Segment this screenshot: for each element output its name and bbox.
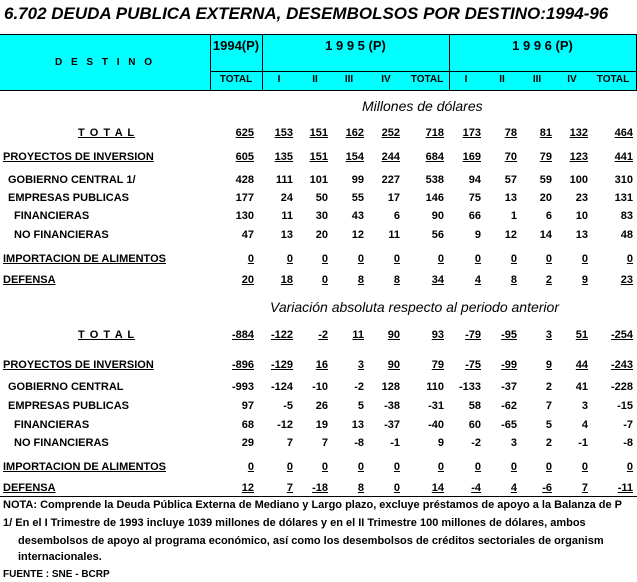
row-value: -40	[428, 419, 444, 431]
row-value: 59	[539, 174, 552, 186]
row-value: 0	[545, 461, 552, 473]
row-value: 0	[474, 461, 481, 473]
table-row	[0, 461, 637, 477]
header-col-0: TOTAL	[219, 74, 253, 85]
row-value: -993	[231, 381, 254, 393]
table-row	[0, 437, 637, 453]
row-value: 57	[504, 174, 517, 186]
row-value: 244	[381, 151, 400, 163]
row-value: 0	[510, 461, 517, 473]
row-value: -31	[428, 400, 444, 412]
row-value: 0	[437, 253, 444, 265]
row-value: 93	[431, 329, 444, 341]
row-value: 99	[351, 174, 364, 186]
header-col-7: II	[499, 74, 505, 85]
row-value: -8	[623, 437, 633, 449]
row-value: 0	[357, 461, 364, 473]
row-value: 60	[468, 419, 481, 431]
row-value: 8	[510, 274, 517, 286]
page-title: 6.702 DEUDA PUBLICA EXTERNA, DESEMBOLSOS POR DESTINO:1994-96	[4, 4, 609, 23]
row-value: 17	[387, 192, 400, 204]
row-value: 132	[569, 127, 588, 139]
row-value: -124	[270, 381, 293, 393]
row-value: 151	[309, 127, 328, 139]
row-value: 55	[351, 192, 364, 204]
row-value: 5	[357, 400, 364, 412]
row-value: 20	[539, 192, 552, 204]
row-value: 13	[280, 229, 293, 241]
row-value: 41	[575, 381, 588, 393]
table-row	[0, 274, 637, 290]
row-value: -2	[354, 381, 364, 393]
row-value: 30	[315, 210, 328, 222]
row-value: 4	[474, 274, 481, 286]
row-value: 8	[357, 274, 364, 286]
row-value: 44	[575, 359, 588, 371]
header-col-10: TOTAL	[596, 74, 630, 85]
row-value: 2	[545, 274, 552, 286]
row-value: 7	[286, 482, 293, 494]
row-value: 12	[504, 229, 517, 241]
row-value: -75	[465, 359, 481, 371]
row-value: -65	[501, 419, 517, 431]
row-value: 0	[545, 253, 552, 265]
row-value: 23	[620, 274, 633, 286]
row-value: 7	[286, 437, 293, 449]
row-value: -15	[617, 400, 633, 412]
row-value: 0	[321, 461, 328, 473]
header-col-1: I	[277, 74, 281, 85]
row-value: 97	[241, 400, 254, 412]
row-label: T O T A L	[78, 329, 136, 341]
header-year-1994: 1994(P)	[212, 38, 260, 53]
row-value: 18	[280, 274, 293, 286]
row-value: 26	[315, 400, 328, 412]
row-value: 79	[539, 151, 552, 163]
table-row	[0, 381, 637, 397]
row-value: 8	[393, 274, 400, 286]
row-value: 83	[620, 210, 633, 222]
table-row	[0, 174, 637, 190]
row-value: 3	[581, 400, 588, 412]
row-label: IMPORTACION DE ALIMENTOS	[3, 461, 166, 473]
row-value: 0	[321, 274, 328, 286]
row-value: -884	[231, 329, 254, 341]
row-value: 20	[315, 229, 328, 241]
row-value: 12	[241, 482, 254, 494]
row-value: 100	[569, 174, 588, 186]
row-value: 14	[431, 482, 444, 494]
row-value: 7	[581, 482, 588, 494]
row-value: 0	[626, 461, 633, 473]
row-value: 29	[241, 437, 254, 449]
row-value: -79	[465, 329, 481, 341]
row-value: -12	[277, 419, 293, 431]
row-value: 4	[510, 482, 517, 494]
row-value: 12	[351, 229, 364, 241]
row-value: -122	[270, 329, 293, 341]
header-year-1996: 1 9 9 6 (P)	[512, 38, 573, 53]
row-label: DEFENSA	[3, 482, 56, 494]
row-value: -243	[610, 359, 633, 371]
row-value: 24	[280, 192, 293, 204]
row-value: 11	[388, 229, 400, 241]
section-title-millones: Millones de dólares	[362, 98, 483, 114]
row-label: EMPRESAS PUBLICAS	[8, 192, 130, 204]
row-label: GOBIERNO CENTRAL	[8, 381, 124, 393]
row-value: 6	[545, 210, 552, 222]
row-value: 0	[321, 253, 328, 265]
row-value: 441	[614, 151, 633, 163]
row-value: 13	[351, 419, 364, 431]
row-value: 123	[569, 151, 588, 163]
table-row	[0, 127, 637, 143]
row-value: 68	[241, 419, 254, 431]
section-title-variacion: Variación absoluta respecto al periodo anterior	[270, 299, 559, 315]
row-value: 47	[241, 229, 254, 241]
row-label: FINANCIERAS	[14, 419, 90, 431]
row-value: 16	[315, 359, 328, 371]
row-value: -8	[354, 437, 364, 449]
row-value: 684	[425, 151, 444, 163]
row-value: 8	[357, 482, 364, 494]
row-value: -2	[318, 329, 328, 341]
header-destino: D E S T I N O	[54, 57, 156, 68]
row-value: 78	[504, 127, 517, 139]
row-value: 0	[286, 461, 293, 473]
header-col-6: I	[464, 74, 468, 85]
row-value: 20	[241, 274, 254, 286]
row-value: 51	[575, 329, 588, 341]
row-value: -129	[270, 359, 293, 371]
row-value: 605	[235, 151, 254, 163]
row-value: -37	[501, 381, 517, 393]
row-value: 11	[352, 329, 364, 341]
row-value: 48	[620, 229, 633, 241]
row-value: 153	[274, 127, 293, 139]
row-value: 66	[468, 210, 481, 222]
row-value: 0	[510, 253, 517, 265]
row-label: DEFENSA	[3, 274, 56, 286]
row-value: 2	[545, 437, 552, 449]
row-value: 3	[545, 329, 552, 341]
row-value: -18	[312, 482, 328, 494]
row-value: -99	[501, 359, 517, 371]
row-label: NO FINANCIERAS	[14, 437, 109, 449]
row-value: 310	[614, 174, 633, 186]
row-value: -1	[390, 437, 400, 449]
table-row	[0, 419, 637, 435]
row-value: 135	[274, 151, 293, 163]
row-label: FINANCIERAS	[14, 210, 90, 222]
footnote-line: desembolsos de apoyo al programa económico, así como los desembolsos de créditos sectoriales de organism	[18, 535, 604, 547]
row-value: 10	[575, 210, 588, 222]
footnote-line: internacionales.	[18, 551, 102, 563]
row-value: 0	[357, 253, 364, 265]
row-value: 3	[357, 359, 364, 371]
row-value: 9	[437, 437, 444, 449]
row-value: 173	[462, 127, 481, 139]
row-value: 79	[431, 359, 444, 371]
row-value: 169	[462, 151, 481, 163]
row-value: 9	[545, 359, 552, 371]
header-col-2: II	[312, 74, 318, 85]
row-value: 19	[315, 419, 328, 431]
footnote-line: 1/ En el I Trimestre de 1993 incluye 1039 millones de dólares y en el II Trimestre 100 millones de dólares, ambos	[3, 517, 586, 529]
row-value: 70	[504, 151, 517, 163]
header-col-3: III	[344, 74, 354, 85]
row-value: 625	[235, 127, 254, 139]
row-value: 0	[581, 253, 588, 265]
row-label: NO FINANCIERAS	[14, 229, 109, 241]
row-label: IMPORTACION DE ALIMENTOS	[3, 253, 166, 265]
row-label: PROYECTOS DE INVERSION	[3, 151, 154, 163]
row-value: 1	[510, 210, 517, 222]
source-note: FUENTE : SNE - BCRP	[3, 569, 110, 580]
row-value: -5	[283, 400, 293, 412]
row-value: -896	[231, 359, 254, 371]
header-col-4: IV	[381, 74, 391, 85]
table-header	[0, 34, 637, 91]
row-value: 7	[321, 437, 328, 449]
row-value: 101	[309, 174, 328, 186]
header-col-5: TOTAL	[410, 74, 444, 85]
row-value: 151	[309, 151, 328, 163]
row-value: -95	[501, 329, 517, 341]
row-value: 3	[510, 437, 517, 449]
row-value: 43	[351, 210, 364, 222]
row-value: 13	[575, 229, 588, 241]
table-row	[0, 210, 637, 226]
row-value: 464	[614, 127, 633, 139]
row-label: GOBIERNO CENTRAL 1/	[8, 174, 136, 186]
row-value: 111	[275, 174, 293, 186]
table-row	[0, 229, 637, 245]
header-year-1995: 1 9 9 5 (P)	[325, 38, 386, 53]
row-value: -254	[610, 329, 633, 341]
row-value: 128	[381, 381, 400, 393]
footnote-line: NOTA: Comprende la Deuda Pública Externa de Mediano y Largo plazo, excluye préstamos de apoyo a la Balanza de P	[3, 499, 623, 511]
row-value: 90	[387, 329, 400, 341]
row-value: 0	[626, 253, 633, 265]
row-value: 94	[468, 174, 481, 186]
row-value: 90	[431, 210, 444, 222]
row-value: 177	[235, 192, 254, 204]
table-row	[0, 192, 637, 208]
row-value: 75	[468, 192, 481, 204]
header-col-8: III	[532, 74, 542, 85]
row-value: -62	[501, 400, 517, 412]
table-row	[0, 253, 637, 269]
row-value: -37	[384, 419, 400, 431]
row-value: 0	[474, 253, 481, 265]
row-value: 81	[539, 127, 552, 139]
row-value: 428	[235, 174, 254, 186]
row-value: -228	[610, 381, 633, 393]
row-value: 34	[431, 274, 444, 286]
row-label: T O T A L	[78, 127, 136, 139]
row-value: -6	[542, 482, 552, 494]
row-value: 538	[425, 174, 444, 186]
row-value: 0	[393, 461, 400, 473]
row-value: -133	[458, 381, 481, 393]
row-value: 23	[575, 192, 588, 204]
row-value: -4	[471, 482, 481, 494]
row-value: 718	[425, 127, 444, 139]
row-value: 0	[393, 253, 400, 265]
row-value: 146	[425, 192, 444, 204]
row-value: 0	[581, 461, 588, 473]
table-row	[0, 359, 637, 375]
row-value: -1	[578, 437, 588, 449]
row-value: 130	[235, 210, 254, 222]
row-value: 2	[545, 381, 552, 393]
row-value: 90	[387, 359, 400, 371]
row-value: 13	[504, 192, 517, 204]
row-value: 0	[247, 461, 254, 473]
row-value: 50	[315, 192, 328, 204]
row-value: 9	[474, 229, 481, 241]
row-value: -38	[384, 400, 400, 412]
row-value: 14	[539, 229, 552, 241]
row-value: 5	[545, 419, 552, 431]
row-value: 0	[247, 253, 254, 265]
row-value: 227	[381, 174, 400, 186]
row-value: 131	[614, 192, 633, 204]
row-value: 0	[437, 461, 444, 473]
row-value: 4	[581, 419, 588, 431]
table-row	[0, 329, 637, 345]
row-value: 252	[381, 127, 400, 139]
row-label: EMPRESAS PUBLICAS	[8, 400, 130, 412]
row-value: -10	[312, 381, 328, 393]
table-row	[0, 151, 637, 167]
row-value: 0	[393, 482, 400, 494]
row-value: 154	[345, 151, 364, 163]
table-row	[0, 400, 637, 416]
row-value: -11	[617, 482, 633, 494]
row-value: 0	[286, 253, 293, 265]
header-col-9: IV	[567, 74, 577, 85]
row-value: 162	[345, 127, 364, 139]
row-value: 58	[468, 400, 481, 412]
row-value: 7	[545, 400, 552, 412]
row-value: -7	[623, 419, 633, 431]
footer-divider	[0, 496, 637, 497]
row-label: PROYECTOS DE INVERSION	[3, 359, 154, 371]
row-value: 110	[426, 381, 444, 393]
row-value: 11	[281, 210, 293, 222]
row-value: 56	[431, 229, 444, 241]
row-value: 9	[581, 274, 588, 286]
row-value: -2	[471, 437, 481, 449]
row-value: 6	[393, 210, 400, 222]
